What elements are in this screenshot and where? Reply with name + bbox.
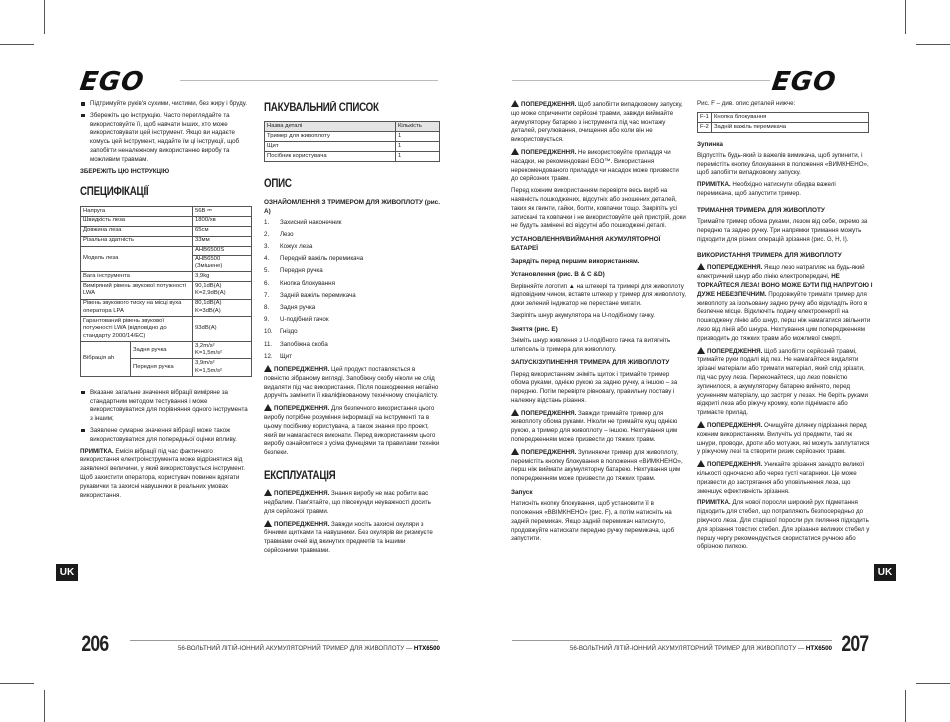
spec-label: Виміряний рівень звукової потужності LWA [81,282,193,299]
warning-icon [264,404,272,411]
spec-label: Довжина леза [81,226,193,236]
warning-icon [264,365,272,372]
warning-text: Очищуйте ділянку підрізання перед кожним використанням. Вилучіть усі предмети, такі як шнури, проводи, дроти або мотузки, які можуть заплутатися у ріжучому лезі та створити ризик серйозних травм. [697,421,870,456]
spec-value: 1800/хв [193,216,252,226]
packing-item: Тример для живоплоту [265,132,396,142]
warning-text: Зупиняючи тример для живоплоту, перемістіть кнопку блокування в положення «ВИМКНЕНО», перш ніж виймати акумуляторну батарею. Нехтування цим попередженням може призвести до тяжких травм. [511,448,683,483]
spec-label: Швидкість леза [81,216,193,226]
warning-label: ПОПЕРЕДЖЕННЯ. [521,148,577,156]
packing-qty: 1 [396,132,440,142]
part-name: Кожух леза [280,243,313,251]
list-item: Заявлене сумарне значення вібрації може також використовуватися для попередньої оцінки впливу. [80,427,252,445]
warning-icon [511,409,519,416]
part-number: 4. [264,255,270,263]
part-number: 11. [264,340,273,348]
warning-text: Для безпечного використання цього виробу потрібне розуміння інформації на інструменті та в цьому посібнику користувача, а також знання про проект, який ви намагаєтеся виконати. Перед використанням цього виробу ознайомтеся з усіма функціями та правилами техніки безпеки. [264,405,440,457]
list-item [264,255,440,264]
note-label: ПРИМІТКА. [80,447,114,455]
spec-label: Напруга [81,206,193,216]
footer-title: 56-ВОЛЬТНИЙ ЛІТІЙ-ІОННИЙ АКУМУЛЯТОРНИЙ ТРИМЕР ДЛЯ ЖИВОПЛОТУ — [569,645,806,652]
list-item: Збережіть цю інструкцію. Часто переглядайте та використовуйте її, щоб навчати інших, хто може використовувати цей інструмент. Якщо ви надаєте комусь цей інструмент, надайте їм ці інструкції, щоб запобігти неналежному використанню виробу та можливим травмам. [80,112,252,165]
stop-heading: Зупинка [697,140,723,148]
vibration-row-label: Передня ручка [131,359,193,376]
warning-paragraph [697,347,873,418]
warning-text: Якщо лезо натрапляє на будь-який електричний шнур або лінію електропередачі, [697,264,865,281]
list-item [264,328,440,337]
parts-list [264,219,440,362]
spec-value-line: K=1,5m/s² [195,350,223,357]
warning-icon [697,347,705,354]
spec-label: Модель леза [81,246,193,272]
figure-label: Задній важіль перемикача [712,122,869,132]
spec-label: Вага інструмента [81,272,193,282]
part-number: 12. [264,352,273,360]
part-number: 2. [264,230,270,238]
figure-caption: Рис. F – див. опис деталей нижче: [697,100,796,107]
figure-id: F-2 [698,122,712,132]
header-rule [180,80,438,81]
note-label: ПРИМІТКА. [697,181,731,189]
list-item [264,292,440,301]
list-item: Вказане загальне значення вібрації виміряне за стандартним методом тестування і може використовуватися для порівняння одного інструмента з іншим; [80,389,252,424]
ego-logo: EGO [769,67,839,97]
warning-label: ПОПЕРЕДЖЕННЯ. [521,101,577,108]
spec-label: Гарантований рівень звукової потужності LWA (відповідно до стандарту 2000/14/EC) [81,316,193,341]
language-tab-left: UK [56,564,78,581]
warning-label: ПОПЕРЕДЖЕННЯ. [521,448,577,456]
packing-table [264,121,440,162]
warning-icon [264,489,272,496]
vibration-label: Вібрація ah [81,342,131,377]
list-item [264,267,440,276]
warning-paragraph [264,520,440,556]
part-name: Задня ручка [280,304,316,312]
warning-paragraph [511,100,687,145]
footer-title: 56-ВОЛЬТНИЙ ЛІТІЙ-ІОННИЙ АКУМУЛЯТОРНИЙ ТРИМЕР ДЛЯ ЖИВОПЛОТУ — [177,645,414,652]
list-item [264,341,440,350]
part-name: Захисний наконечник [280,218,342,226]
warning-icon [511,448,519,455]
battery-heading: УСТАНОВЛЕННЯ/ВИЙМАННЯ АКУМУЛЯТОРНОЇ БАТАРЕЇ [511,236,661,253]
body-paragraph: Відпустіть будь-який із важелів вимикача, щоб зупинити, і перемістіть кнопку блокування в положення «ВИМКНЕНО», щоб запобігти випадковому запуску. [697,151,869,177]
packing-item: Щит [265,142,396,152]
warning-label: ПОПЕРЕДЖЕННЯ. [707,461,763,469]
warning-label: ПОПЕРЕДЖЕННЯ. [274,520,330,528]
list-item [264,243,440,252]
warning-text: Знання виробу не має робити вас недбалим. Пам'ятайте, що півсекунди неуважності досить для серйозної травми. [264,490,431,515]
figure-table [697,112,869,133]
warning-paragraph [511,448,687,484]
part-number: 6. [264,279,270,287]
language-tab-right: UK [874,564,896,581]
footer-rule [130,640,438,641]
warning-text: Завжди носіть захисні окуляри з бічними щитками та навушники. Без окулярів ви ризикуєте травмами очей від вкинутих предметів та іншими серйозними травмами. [264,520,433,555]
warning-paragraph [511,148,687,184]
part-name: Передня ручка [280,267,323,275]
warning-icon [697,263,705,270]
right-page-column-2 [697,100,873,555]
packing-header-name: Назва деталі [265,122,396,132]
spec-value: 33мм [193,236,252,246]
warning-label: ПОПЕРЕДЖЕННЯ. [707,421,763,429]
part-name: Задній важіль перемикача [280,291,356,299]
left-page-column-1 [80,100,252,503]
note-text: Для нової поросли широкий рух підметання підходить для стебел, що потрапляють безпосередньо до ріжучого леза. Для старішої поросли рух пиляння підходить для зрізання товстих стебел. Для зрізання великих стебел у першу чергу рекомендується скористатися ручною або обрізною пилкою. [697,499,870,551]
body-paragraph: Перед використанням зніміть щиток і тримайте тример обома руками, однією рукою за задню ручку, а іншою – за передню. Потім перевірте рівновагу, правильну поставу і належну відстань різання. [511,370,678,404]
save-instructions: ЗБЕРЕЖІТЬ ЦЮ ІНСТРУКЦІЮ [80,167,170,175]
warning-icon [697,460,705,467]
spec-value [193,299,252,316]
warning-text: Щоб запобігти серйозній травмі, тримайте руки подалі від лез. Не намагайтеся видаляти зрізані матеріали або тримати матеріал, який слід зрізати, під час руху леза. Переконайтеся, що лезо повністю зупинилося, а акумуляторну батарею вийнято, перед усуненням матеріалу, що застряг у лезах. Не беріть руками відкриті леза або ріжучу кромку, коли піднімаєте або тримаєте прилад. [697,347,868,417]
warning-paragraph [264,404,440,458]
crop-mark [905,0,906,34]
spec-value [193,282,252,299]
start-stop-heading: ЗАПУСК/ЗУПИНЕННЯ ТРИМЕРА ДЛЯ ЖИВОПЛОТУ [511,359,670,367]
spec-value-line: 90,1dB(A) [195,283,222,290]
warning-text: Завжди тримайте тример для живоплоту обома руками. Ніколи не тримайте кущ однією рукою, а тример для живоплоту – іншою. Нехтування цим попередженням може призвести до тяжких травм. [511,409,678,444]
crop-mark [0,683,34,684]
list-item [264,219,440,228]
bullet-list-top [80,100,252,165]
packing-qty: 1 [396,152,440,162]
part-name: Щит [280,352,293,360]
crop-mark [0,44,34,45]
remove-heading: Зняття (рис. E) [511,325,558,333]
launch-heading: Запуск [511,489,533,497]
body-paragraph: Зніміть шнур живлення з U-подібного гачка та витягніть штепсель із тримера для живоплоту. [511,336,671,353]
note-paragraph [697,499,873,552]
bullet-list-bottom [80,389,252,445]
spec-table [80,206,252,342]
warning-label: ПОПЕРЕДЖЕННЯ. [521,409,577,417]
list-item: Підтримуйте руків'я сухими, чистими, без жиру і бруду. [80,100,252,109]
hold-heading: ТРИМАННЯ ТРИМЕРА ДЛЯ ЖИВОПЛОТУ [697,206,825,214]
spec-value [193,246,252,272]
part-name: Лезо [280,230,294,238]
warning-text: Не використовуйте приладдя чи насадки, не рекомендовані EGO™. Використання нерекомендованого приладдя чи насадок може призвести до серйозних травм. [511,148,679,183]
part-number: 9. [264,316,270,324]
list-item [264,280,440,289]
part-number: 3. [264,243,270,251]
warning-paragraph [697,263,873,343]
spec-value-line: K=1,5m/s² [195,367,223,374]
body-paragraph: Перед кожним використанням перевірте весь виріб на наявність пошкоджених, відсутніх або знoшених деталей, таких як гвинти, гайки, болти, ковпачки тощо. Закріпіть усі затискачі та ковпачки і не використовуйте цей пристрій, доки не будуть замінені всі відсутні або пошкоджені деталі. [511,187,686,230]
spec-value-line: K=3dB(A) [195,307,221,314]
operation-heading: ЕКСПЛУАТАЦІЯ [264,469,336,482]
warning-paragraph [697,460,873,496]
warning-paragraph [264,489,440,516]
warning-text: Уникайте зрізання занадто великої кількості одночасно або через густі чагарники. Це може призвести до застрягання або уповільнення леза, що зменшує ефективність зрізання. [697,461,865,495]
page-number-left: 206 [81,631,109,656]
warning-icon [264,520,272,527]
packing-header-qty: Кількість [396,122,440,132]
warning-icon [511,148,519,155]
spec-value-line: AHB6500S [195,247,225,254]
footer-model: HTX6500 [805,645,832,652]
left-page-column-2 [264,100,440,559]
vibration-row-label: Задня ручка [131,342,193,359]
crop-mark [44,690,45,722]
page-number-right: 207 [841,631,869,656]
vibration-value [193,342,252,359]
warning-label: ПОПЕРЕДЖЕННЯ. [274,490,330,498]
warning-label: ПОПЕРЕДЖЕННЯ. [274,405,330,413]
part-number: 1. [264,218,270,226]
crop-mark [916,683,950,684]
body-paragraph: Натисніть кнопку блокування, щоб установити її в положення «ВВІМКНЕНО» (рис. F), а потім натисніть на задній перемикач. Якщо задній перемикач натиснуто, продовжуйте натискати передню ручку перемикача, щоб запустити. [511,500,675,543]
crop-mark [44,0,45,34]
warning-icon [697,421,705,428]
warning-label: ПОПЕРЕДЖЕННЯ. [274,365,330,373]
list-item [264,231,440,240]
spec-value: 93dB(A) [193,316,252,341]
note-paragraph [80,448,252,501]
part-name: Кнопка блокування [280,279,335,287]
description-subheading: ОЗНАЙОМЛЕННЯ З ТРИМЕРОМ ДЛЯ ЖИВОПЛОТУ (рис. A) [264,198,441,215]
part-name: Гніздо [280,328,298,336]
warning-text: Продовжуйте тримати тример для живоплоту за ізольовану задню ручку або відкладіть його в безпечне місце. Відключіть подачу електроенергії на пошкоджену лінію або шнур, перш ніж намагатися звільнити лезо від ліній або шнура. Нехтування цим попередженням призводить до тяжких травм або можливої смерті. [697,290,871,342]
part-number: 7. [264,291,270,299]
description-heading: ОПИС [264,178,292,191]
crop-mark [916,44,950,45]
body-paragraph: Вирівняйте логотип ▲ на штекері та тримері для живоплоту відповідним чином, вставте штекер у тример для живоплоту, доки зелений індикатор не перестане мигати. [511,282,686,308]
warning-text: Щоб запобігти випадковому запуску, що може спричинити серйозні травми, завжди виймайте акумуляторну батарею з інструмента під час монтажу деталей, регулювання, очищення або коли він не використовується. [511,101,683,144]
warning-label: ПОПЕРЕДЖЕННЯ. [707,264,763,272]
vibration-table [80,341,252,377]
spec-value: 3,9kg [193,272,252,282]
spec-value-line: 80,1dB(A) [195,300,222,307]
figure-id: F-1 [698,112,712,122]
part-number: 10. [264,328,273,336]
warning-text: Цей продукт поставляється в повністю зібраному вигляді. Запобіжну скобу ніколи не слід видаляти під час використання. Після пошкодження негайно доручіть замінити її кваліфікованому технічному спеціалісту. [264,365,439,400]
header-rule [512,80,770,81]
warning-label: ПОПЕРЕДЖЕННЯ. [707,347,763,355]
spec-heading: СПЕЦИФІКАЦІЇ [80,186,149,199]
spec-value-line: 3,2m/s² [195,342,215,349]
body-paragraph: Тримайте тример обома руками, лезом від себе, окремо за передню та задню ручку. Три напрямки тримання можуть підходити для різних операцій зрізання (рис. G, H, I). [697,217,868,243]
spec-value-line: 3,9m/s² [195,360,215,367]
note-text: Необхідно натиснути обидва важелі перемикача, щоб запустити тример. [697,181,836,198]
warning-paragraph [511,409,687,445]
part-number: 8. [264,304,270,312]
list-item [264,353,440,362]
footer-model: HTX6500 [413,645,440,652]
note-label: ПРИМІТКА. [697,499,731,507]
list-item [264,304,440,313]
packing-heading: ПАКУВАЛЬНИЙ СПИСОК [264,102,379,114]
crop-mark [905,690,906,722]
warning-paragraph [264,365,440,401]
note-text: Емісія вібрації під час фактичного використання електроінструмента може відрізнятися від заявленої величини, у який використовується інструмент. Щоб захистити оператора, користувач повинен вдягати рукавички та захисні навушники в реальних умовах використання. [80,447,246,499]
figure-label: Кнопка блокування [712,112,869,122]
spec-value-line: AHB6500 (Змішене) [193,255,251,271]
list-item [264,316,440,325]
warning-paragraph [697,421,873,457]
note-paragraph [697,181,873,199]
footer-rule [512,640,832,641]
spec-label: Різальна здатність [81,236,193,246]
warning-emphasis: НЕ ТОРКАЙТЕСЯ ЛЕЗА! ВОНО МОЖЕ БУТИ ПІД НАПРУГОЮ І ДУЖЕ НЕБЕЗПЕЧНИМ. [697,273,873,298]
spec-value-line: K=2,9dB(A) [195,290,226,297]
spec-value: 56В ⎓ [193,206,252,216]
part-name: Запобіжна скоба [280,340,328,348]
packing-item: Посібник користувача [265,152,396,162]
footer-right [512,645,832,654]
use-heading: ВИКОРИСТАННЯ ТРИМЕРА ДЛЯ ЖИВОПЛОТУ [697,252,842,260]
vibration-value [193,359,252,376]
ego-logo: EGO [77,67,147,97]
packing-qty: 1 [396,142,440,152]
part-number: 5. [264,267,270,275]
footer-left [130,645,440,654]
body-paragraph: Закріпіть шнур акумулятора на U-подібному гачку. [511,311,655,319]
install-heading: Установлення (рис. B & C &D) [511,271,605,279]
warning-icon [511,100,519,107]
part-name: Передній важіль перемикача [280,255,364,263]
charge-note: Зарядіть перед першим використанням. [511,258,640,266]
spec-value: 65см [193,226,252,236]
right-page-column-1 [511,100,687,547]
spec-label: Рівень звукового тиску на місці вуха оператора LPA [81,299,193,316]
part-name: U-подібний гачок [280,316,329,324]
